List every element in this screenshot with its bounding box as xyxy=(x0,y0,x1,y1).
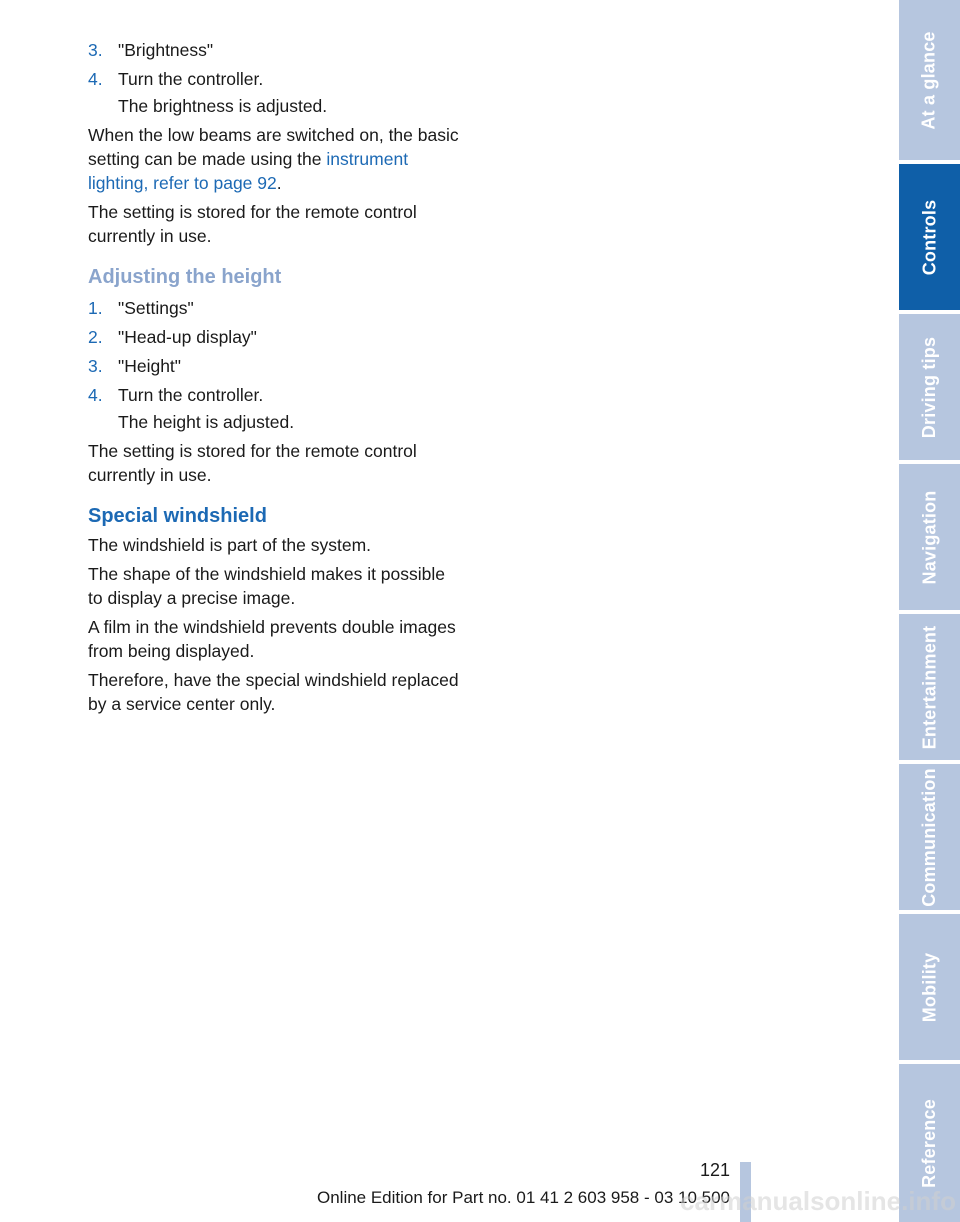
tab-navigation[interactable] xyxy=(899,464,960,610)
step-result: The height is adjusted. xyxy=(118,412,295,432)
tab-controls[interactable] xyxy=(899,164,960,310)
stored-setting-paragraph: The setting is stored for the remote control currently in use. xyxy=(88,441,417,485)
page-number: 121 xyxy=(699,1160,730,1180)
paragraph-text: When the low beams are switched on, the basic setting can be made using the xyxy=(88,125,459,169)
tab-mobility[interactable] xyxy=(899,914,960,1060)
tab-label: Navigation xyxy=(919,489,940,585)
tab-label: At a glance xyxy=(919,30,940,130)
step-text: Turn the controller. xyxy=(118,69,264,89)
windshield-paragraph: Therefore, have the special windshield replaced by a service center only. xyxy=(88,670,459,714)
section-heading-windshield: Special windshield xyxy=(88,505,267,527)
step-number: 4. xyxy=(88,385,103,405)
windshield-paragraph: The shape of the windshield makes it possible to display a precise image. xyxy=(88,564,446,608)
step-turn-controller xyxy=(88,67,464,91)
step-number: 3. xyxy=(88,40,103,60)
step-number: 1. xyxy=(88,298,103,318)
step-settings xyxy=(88,296,464,320)
paragraph-text: . xyxy=(276,173,282,193)
instrument-lighting-link[interactable]: instrument lighting, refer to page 92 xyxy=(88,149,409,193)
step-text: "Height" xyxy=(118,356,182,376)
step-number: 3. xyxy=(88,356,103,376)
step-text: "Settings" xyxy=(118,298,194,318)
page-marker-bar xyxy=(740,1162,751,1222)
stored-setting-paragraph: The setting is stored for the remote control currently in use. xyxy=(88,202,417,246)
step-text: "Head-up display" xyxy=(118,327,257,347)
tab-at-a-glance[interactable] xyxy=(899,0,960,160)
windshield-paragraph: A film in the windshield prevents double images from being displayed. xyxy=(88,617,456,661)
section-heading-height: Adjusting the height xyxy=(88,266,282,288)
watermark: carmanualsonline.info xyxy=(680,1186,956,1216)
tab-label: Reference xyxy=(919,1098,940,1188)
step-head-up-display xyxy=(88,325,464,349)
tab-label: Entertainment xyxy=(919,625,939,749)
step-result: The brightness is adjusted. xyxy=(118,96,328,116)
tab-label: Communication xyxy=(919,767,940,907)
tab-reference[interactable] xyxy=(899,1064,960,1222)
tab-label: Controls xyxy=(919,199,940,275)
tab-driving-tips[interactable] xyxy=(899,314,960,460)
tab-communication[interactable] xyxy=(899,764,960,910)
chapter-tabs xyxy=(899,0,960,1222)
step-turn-controller xyxy=(88,383,464,407)
step-height xyxy=(88,354,464,378)
step-text: "Brightness" xyxy=(118,40,214,60)
tab-label: Driving tips xyxy=(919,336,940,438)
step-text: Turn the controller. xyxy=(118,385,264,405)
page-content xyxy=(88,38,464,721)
edition-footer: Online Edition for Part no. 01 41 2 603 958 - 03 10 500 xyxy=(316,1188,730,1207)
step-brightness xyxy=(88,38,464,62)
windshield-paragraph: The windshield is part of the system. xyxy=(88,535,372,555)
step-number: 4. xyxy=(88,69,103,89)
step-number: 2. xyxy=(88,327,103,347)
tab-entertainment[interactable] xyxy=(899,614,960,760)
basic-setting-paragraph xyxy=(88,123,464,195)
tab-label: Mobility xyxy=(919,952,939,1022)
